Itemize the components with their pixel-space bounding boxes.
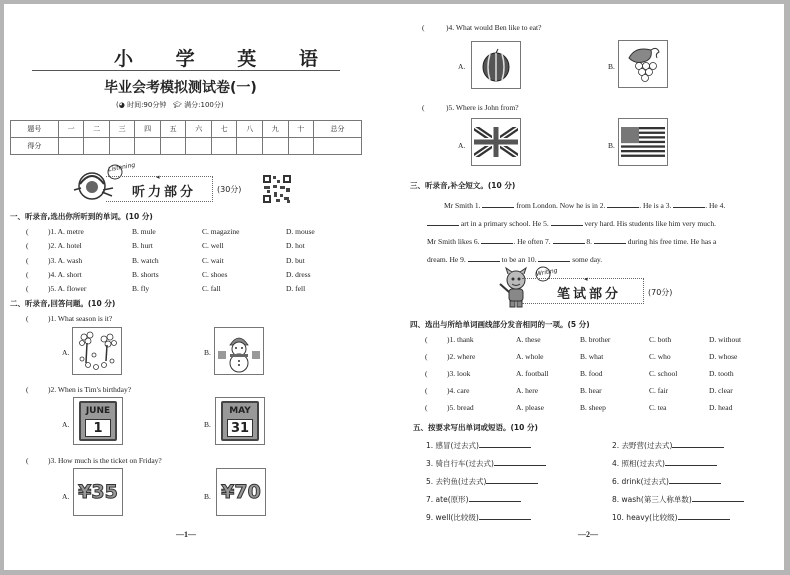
answer-bracket[interactable]: (: [26, 227, 29, 236]
answer-bracket[interactable]: (: [26, 284, 29, 293]
score-table-cell: 五: [160, 121, 186, 138]
arrow-left-icon: ◂: [156, 173, 160, 181]
answer-line[interactable]: [479, 512, 531, 520]
option-a: )5. A. flower: [48, 284, 87, 293]
price-70: ¥70: [221, 481, 261, 503]
exam-title: 小 学 英 语: [114, 48, 336, 70]
score-table-cell: 十: [288, 121, 314, 138]
given-word: )1. thank: [447, 335, 474, 344]
page-number-1: —1—: [176, 530, 196, 539]
option-b: B. mule: [132, 227, 156, 236]
option-c: C. fall: [202, 284, 221, 293]
answer-line[interactable]: [678, 512, 730, 520]
score-table-cell: 九: [262, 121, 288, 138]
list-item: [426, 476, 538, 487]
option-b: B. shorts: [132, 270, 159, 279]
passage-text: some day.: [572, 255, 603, 264]
list-item: [612, 458, 717, 469]
watermelon-picture[interactable]: [471, 41, 521, 89]
option-a: )4. A. short: [48, 270, 82, 279]
prompt: 5. 去钓鱼(过去式): [426, 477, 487, 486]
answer-line[interactable]: [669, 476, 721, 484]
blank-5[interactable]: [551, 218, 583, 226]
list-item: [426, 512, 531, 523]
option-c: C. fair: [649, 386, 669, 395]
option-c: C. wait: [202, 256, 224, 265]
score-table-score-row: [11, 138, 362, 155]
passage-text: Mr Smith likes 6.: [427, 237, 480, 246]
passage-text: . He 4.: [705, 201, 726, 210]
option-c: C. tea: [649, 403, 667, 412]
option-c: C. well: [202, 241, 224, 250]
option-a: A. football: [516, 369, 549, 378]
option-d: D. hot: [286, 241, 305, 250]
answer-line[interactable]: [479, 440, 531, 448]
given-word: )4. care: [447, 386, 470, 395]
option-b: B. food: [580, 369, 603, 378]
score-row-label: 得分: [11, 138, 59, 155]
list-item: [612, 440, 724, 451]
calendar-month: MAY: [229, 406, 251, 416]
list-item: [612, 512, 730, 523]
section5-heading: 五、按要求写出单词或短语。(10 分): [413, 423, 538, 432]
passage-text: . He is a 3.: [639, 201, 672, 210]
blank-9[interactable]: [468, 254, 500, 262]
option-b: B. what: [580, 352, 604, 361]
watermelon-icon: [476, 45, 516, 85]
score-cell: [237, 138, 263, 155]
passage-text: dream. He 9.: [427, 255, 466, 264]
passage-text: to be an 10.: [501, 255, 537, 264]
prompt: 9. well(比较级): [426, 513, 479, 522]
section2-heading: 二、听录音,回答问题。(10 分): [10, 299, 116, 308]
answer-bracket[interactable]: (: [425, 403, 428, 412]
option-b: B. sheep: [580, 403, 606, 412]
answer-line[interactable]: [469, 494, 521, 502]
list-item: [612, 494, 744, 505]
option-d: D. tooth: [709, 369, 734, 378]
question-text: )2. When is Tim's birthday?: [48, 385, 132, 394]
answer-bracket[interactable]: (: [422, 23, 425, 32]
prompt: 10. heavy(比较级): [612, 513, 678, 522]
score-table-cell: 八: [237, 121, 263, 138]
option-d: D. clear: [709, 386, 733, 395]
answer-bracket[interactable]: (: [26, 270, 29, 279]
blank-7[interactable]: [553, 236, 585, 244]
option-c: C. both: [649, 335, 672, 344]
list-item: [612, 476, 721, 487]
clock-icon: ◕: [118, 101, 125, 109]
answer-bracket[interactable]: (: [425, 369, 428, 378]
exam-sheet: [4, 4, 784, 570]
option-label: B.: [608, 141, 615, 150]
score-cell: [288, 138, 314, 155]
question-text: )3. How much is the ticket on Friday?: [48, 456, 162, 465]
blank-6[interactable]: [481, 236, 513, 244]
prompt: 8. wash(第三人称单数): [612, 495, 692, 504]
option-b: B. hurt: [132, 241, 153, 250]
given-word: )3. look: [447, 369, 471, 378]
exam-meta: (◕ 时间:90分钟 🎓︎ 满分:100分): [116, 101, 224, 109]
calendar-icon: [221, 401, 259, 441]
list-item: [426, 494, 521, 505]
snowman-icon: [216, 329, 262, 373]
us-flag-icon: [621, 127, 665, 157]
option-a: A. these: [516, 335, 541, 344]
option-b: B. hear: [580, 386, 602, 395]
answer-bracket[interactable]: (: [26, 241, 29, 250]
option-d: D. mouse: [286, 227, 315, 236]
passage-line-1: [444, 200, 725, 210]
grapes-icon: [621, 42, 665, 86]
option-d: D. fell: [286, 284, 306, 293]
option-label: A.: [458, 62, 466, 71]
answer-bracket[interactable]: (: [425, 352, 428, 361]
passage-text: 8.: [586, 237, 593, 246]
answer-line[interactable]: [665, 458, 717, 466]
option-a: )1. A. metre: [48, 227, 84, 236]
score-cell: [109, 138, 135, 155]
page-number-2: —2—: [578, 530, 598, 539]
score-cell: [135, 138, 161, 155]
winter-snowman-picture[interactable]: [214, 327, 264, 375]
writing-score: (70分): [648, 288, 673, 297]
option-label: A.: [62, 348, 70, 357]
option-label: A.: [62, 420, 70, 429]
option-label: B.: [204, 420, 211, 429]
option-label: B.: [204, 492, 211, 501]
answer-bracket[interactable]: (: [425, 386, 428, 395]
option-a: A. here: [516, 386, 539, 395]
option-a: A. whole: [516, 352, 544, 361]
prompt: 1. 感冒(过去式): [426, 441, 479, 450]
score-cell: [314, 138, 362, 155]
passage-text: Mr Smith 1.: [444, 201, 481, 210]
exam-full-score: 满分:100分: [184, 101, 221, 109]
us-flag-picture[interactable]: [618, 118, 668, 166]
calendar-may-picture[interactable]: [215, 397, 265, 445]
score-table-cell: 二: [84, 121, 110, 138]
option-label: B.: [608, 62, 615, 71]
listening-title: 听力部分: [132, 185, 197, 200]
exam-subtitle: 毕业会考模拟测试卷(一): [104, 80, 257, 96]
answer-bracket[interactable]: (: [425, 335, 428, 344]
option-d: D. whose: [709, 352, 738, 361]
score-cell: [262, 138, 288, 155]
option-a: A. please: [516, 403, 544, 412]
answer-line[interactable]: [486, 476, 538, 484]
answer-bracket[interactable]: (: [26, 256, 29, 265]
option-a: )3. A. wash: [48, 256, 83, 265]
score-table-cell: 总分: [314, 121, 362, 138]
passage-text: . He often 7.: [513, 237, 551, 246]
option-label: A.: [62, 492, 70, 501]
blank-3[interactable]: [673, 200, 705, 208]
score-table-cell: 四: [135, 121, 161, 138]
score-table-cell: 一: [58, 121, 84, 138]
spring-flowers-picture[interactable]: [72, 327, 122, 375]
score-table-cell: 三: [109, 121, 135, 138]
calendar-icon: [79, 401, 117, 441]
passage-line-3: [427, 236, 716, 246]
answer-bracket[interactable]: (: [26, 456, 29, 465]
option-label: A.: [458, 141, 466, 150]
score-cell: [58, 138, 84, 155]
prompt: 7. ate(原形): [426, 495, 469, 504]
blank-4[interactable]: [427, 218, 459, 226]
option-b: B. fly: [132, 284, 150, 293]
arrow-left-icon: ◂: [584, 275, 588, 283]
score-cell: [186, 138, 212, 155]
passage-line-2: [427, 218, 716, 228]
listening-badge: Listening: [107, 161, 136, 174]
option-c: C. magazine: [202, 227, 240, 236]
flower-tree-icon: [74, 329, 120, 373]
blank-10[interactable]: [538, 254, 570, 262]
calendar-month: JUNE: [85, 406, 111, 416]
option-c: C. shoes: [202, 270, 228, 279]
answer-line[interactable]: [692, 494, 744, 502]
given-word: )2. where: [447, 352, 476, 361]
uk-flag-picture[interactable]: [471, 118, 521, 166]
score-table: [10, 120, 362, 155]
price-35: ¥35: [78, 481, 118, 503]
score-cell: [84, 138, 110, 155]
blank-1[interactable]: [482, 200, 514, 208]
prompt: 6. drink(过去式): [612, 477, 669, 486]
writing-badge: Writing: [535, 267, 559, 278]
option-d: D. head: [709, 403, 733, 412]
answer-line[interactable]: [494, 458, 546, 466]
question-text: )5. Where is John from?: [446, 103, 519, 112]
option-a: )2. A. hotel: [48, 241, 82, 250]
score-table-header-row: [11, 121, 362, 138]
score-cell: [160, 138, 186, 155]
exam-time: 时间:90分钟: [127, 101, 167, 109]
calendar-day: 1: [85, 419, 111, 437]
answer-bracket[interactable]: (: [26, 385, 29, 394]
given-word: )5. bread: [447, 403, 474, 412]
section4-heading: 四、选出与所给单词画线部分发音相同的一项。(5 分): [410, 320, 590, 329]
price-35-picture[interactable]: [73, 468, 123, 516]
option-b: B. watch: [132, 256, 159, 265]
graduation-cap-icon: 🎓︎: [173, 101, 182, 109]
answer-bracket[interactable]: (: [422, 103, 425, 112]
option-label: B.: [204, 348, 211, 357]
option-d: D. dress: [286, 270, 311, 279]
option-d: D. but: [286, 256, 305, 265]
passage-text: very hard. His students like him very much.: [584, 219, 716, 228]
passage-text: from London. Now he is in 2.: [516, 201, 606, 210]
section1-heading: 一、听录音,选出你所听到的单词。(10 分): [10, 212, 153, 221]
option-b: B. brother: [580, 335, 611, 344]
score-table-cell: 题号: [11, 121, 59, 138]
calendar-june-picture[interactable]: [73, 397, 123, 445]
question-text: )4. What would Ben like to eat?: [446, 23, 542, 32]
answer-line[interactable]: [672, 440, 724, 448]
score-table-cell: 七: [211, 121, 237, 138]
option-d: D. without: [709, 335, 742, 344]
price-70-picture[interactable]: [216, 468, 266, 516]
prompt: 3. 骑自行车(过去式): [426, 459, 494, 468]
score-table-cell: 六: [186, 121, 212, 138]
qr-code-icon: [262, 174, 292, 204]
passage-line-4: [427, 254, 602, 264]
list-item: [426, 440, 531, 451]
title-divider: [32, 70, 340, 71]
prompt: 2. 去野营(过去式): [612, 441, 673, 450]
option-c: C. who: [649, 352, 671, 361]
answer-bracket[interactable]: (: [26, 314, 29, 323]
blank-2[interactable]: [607, 200, 639, 208]
option-c: C. school: [649, 369, 678, 378]
listening-score: (30分): [217, 185, 242, 194]
score-cell: [211, 138, 237, 155]
grapes-picture[interactable]: [618, 40, 668, 88]
section3-heading: 三、听录音,补全短文。(10 分): [410, 181, 516, 190]
question-text: )1. What season is it?: [48, 314, 113, 323]
list-item: [426, 458, 546, 469]
calendar-day: 31: [227, 419, 253, 437]
uk-flag-icon: [474, 127, 518, 157]
passage-text: art in a primary school. He 5.: [460, 219, 549, 228]
writing-title: 笔试部分: [557, 287, 622, 302]
prompt: 4. 照相(过去式): [612, 459, 665, 468]
passage-text: during his free time. He has a: [627, 237, 717, 246]
blank-8[interactable]: [594, 236, 626, 244]
